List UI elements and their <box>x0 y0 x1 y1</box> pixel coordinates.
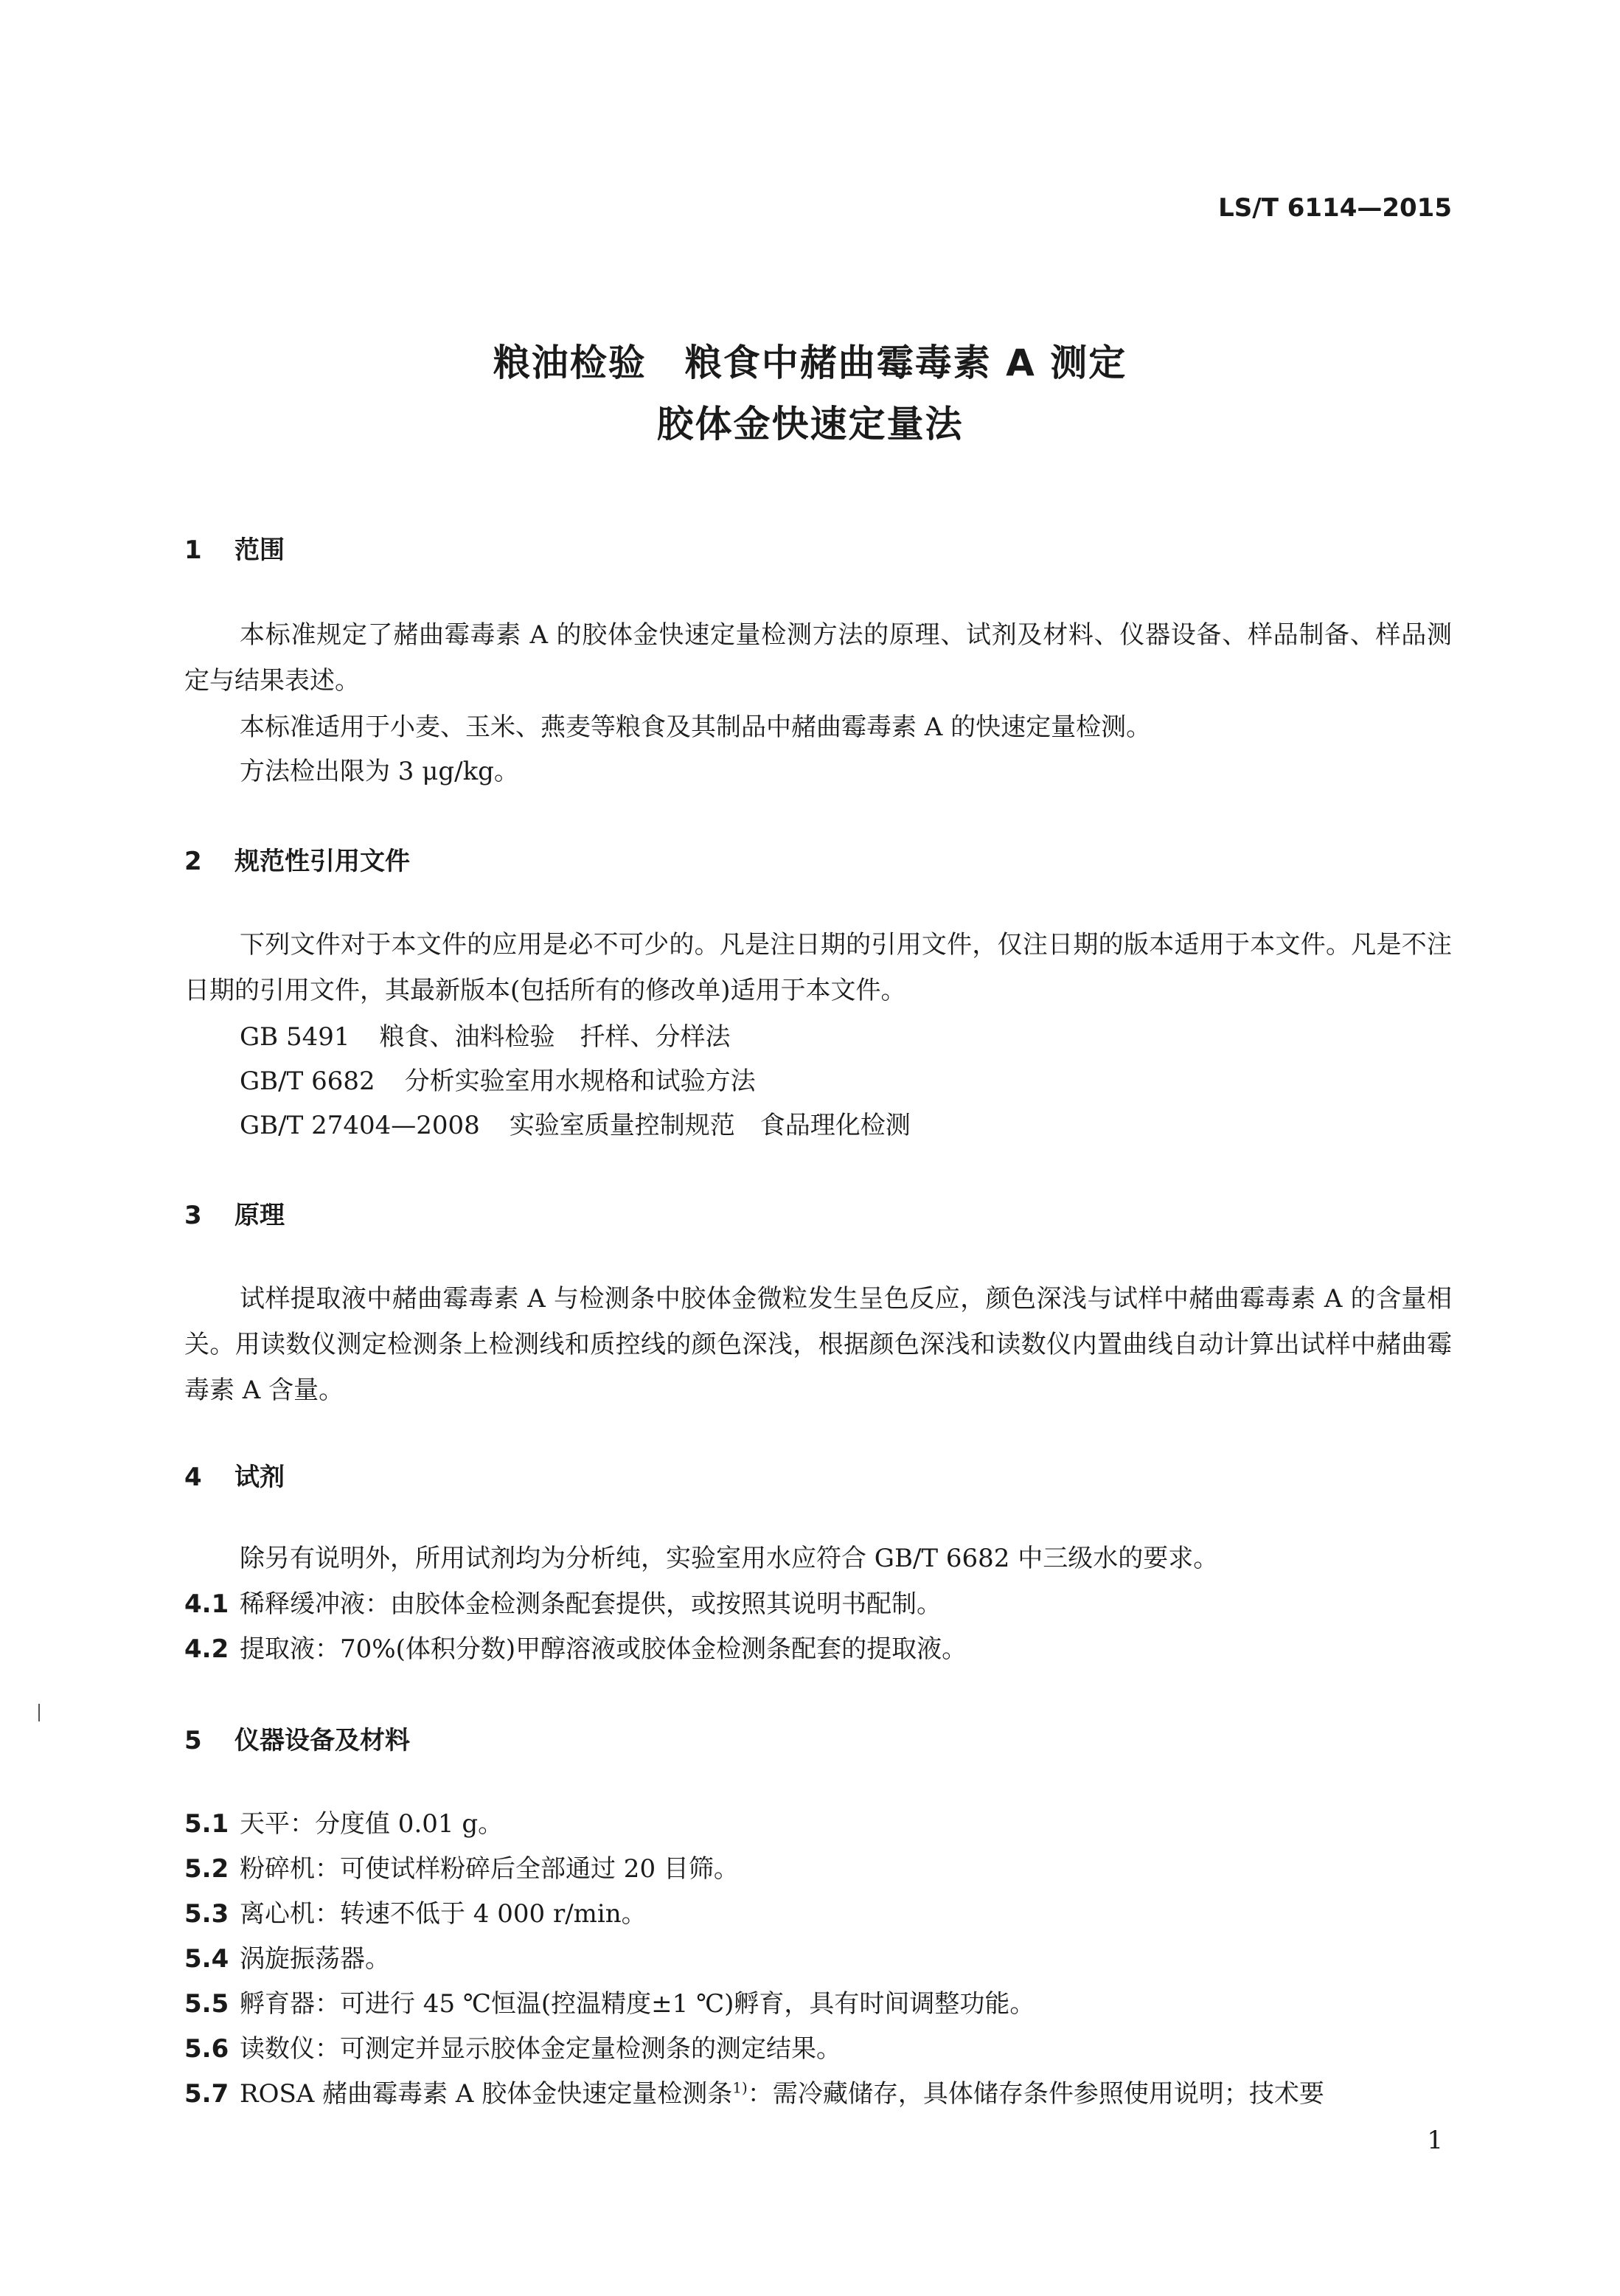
list-item <box>184 1803 503 1839</box>
item-number: 5.5 <box>184 1989 229 2019</box>
page-number: 1 <box>1427 2126 1443 2155</box>
section-title: 原理 <box>234 1201 285 1230</box>
section-2-paragraph-1: 下列文件对于本文件的应用是必不可少的。凡是注日期的引用文件，仅注日期的版本适用于本文件。凡是不注日期的引用文件，其最新版本(包括所有的修改单)适用于本文件。 <box>184 930 1452 1005</box>
item-text: 孵育器：可进行 45 ℃恒温(控温精度±1 ℃)孵育，具有时间调整功能。 <box>240 1989 1035 2019</box>
section-1-paragraph-2: 本标准适用于小麦、玉米、燕麦等粮食及其制品中赭曲霉毒素 A 的快速定量检测。 <box>240 712 1152 742</box>
item-number: 5.1 <box>184 1809 229 1839</box>
section-1-heading <box>184 530 285 566</box>
section-number: 4 <box>184 1463 202 1492</box>
list-item <box>184 2073 1324 2109</box>
reference-item <box>240 1061 756 1097</box>
footnote-marker: 1) <box>732 2078 748 2097</box>
item-text-continued: ：需冷藏储存，具体储存条件参照使用说明；技术要 <box>747 2079 1324 2109</box>
scan-mark <box>38 1704 40 1721</box>
section-5-heading <box>184 1720 410 1756</box>
item-number: 4.1 <box>184 1589 229 1619</box>
section-number: 3 <box>184 1201 202 1230</box>
reference-title: 实验室质量控制规范 食品理化检测 <box>509 1111 911 1140</box>
reference-title: 分析实验室用水规格和试验方法 <box>404 1067 756 1096</box>
title-line-1: 粮油检验 粮食中赭曲霉毒素 A 测定 <box>493 341 1127 384</box>
list-item <box>184 1983 1035 2019</box>
list-item <box>184 1629 967 1665</box>
section-number: 1 <box>184 535 202 565</box>
item-number: 5.7 <box>184 2079 229 2109</box>
item-text: 粉碎机：可使试样粉碎后全部通过 20 目筛。 <box>240 1854 739 1884</box>
section-title: 范围 <box>234 535 285 565</box>
section-number: 2 <box>184 847 202 876</box>
item-text: 涡旋振荡器。 <box>240 1944 390 1974</box>
item-number: 5.2 <box>184 1854 229 1884</box>
section-4-paragraph-1: 除另有说明外，所用试剂均为分析纯，实验室用水应符合 GB/T 6682 中三级水的要求。 <box>240 1544 1219 1573</box>
list-item <box>184 1584 942 1620</box>
item-text: 读数仪：可测定并显示胶体金定量检测条的测定结果。 <box>240 2034 841 2064</box>
item-number: 4.2 <box>184 1634 229 1664</box>
title-line-2: 胶体金快速定量法 <box>656 403 964 445</box>
list-item <box>184 2028 841 2064</box>
item-text: 提取液：70%(体积分数)甲醇溶液或胶体金检测条配套的提取液。 <box>240 1634 967 1664</box>
item-number: 5.3 <box>184 1899 229 1929</box>
reference-item <box>240 1016 730 1052</box>
item-text: 天平：分度值 0.01 g。 <box>240 1809 504 1839</box>
section-1-paragraph-1: 本标准规定了赭曲霉毒素 A 的胶体金快速定量检测方法的原理、试剂及材料、仪器设备、样品制备、样品测定与结果表述。 <box>184 620 1452 696</box>
item-text: ROSA 赭曲霉毒素 A 胶体金快速定量检测条 <box>240 2079 733 2109</box>
item-number: 5.4 <box>184 1944 229 1974</box>
reference-title: 粮食、油料检验 扦样、分样法 <box>379 1022 731 1052</box>
section-number: 5 <box>184 1726 202 1755</box>
reference-code: GB/T 27404—2008 <box>240 1111 480 1140</box>
section-1-paragraph-3: 方法检出限为 3 μg/kg。 <box>240 757 519 786</box>
standard-code: LS/T 6114—2015 <box>1218 193 1452 223</box>
section-title: 规范性引用文件 <box>234 847 410 876</box>
list-item <box>184 1848 739 1884</box>
section-title: 试剂 <box>234 1463 285 1492</box>
item-text: 稀释缓冲液：由胶体金检测条配套提供，或按照其说明书配制。 <box>240 1589 942 1619</box>
list-item <box>184 1893 647 1929</box>
section-4-heading <box>184 1457 285 1493</box>
section-3-heading <box>184 1195 285 1231</box>
section-title: 仪器设备及材料 <box>234 1726 410 1755</box>
section-2-heading <box>184 841 410 877</box>
reference-item <box>240 1105 911 1141</box>
item-number: 5.6 <box>184 2034 229 2064</box>
item-text: 离心机：转速不低于 4 000 r/min。 <box>240 1899 647 1929</box>
section-3-paragraph-1: 试样提取液中赭曲霉毒素 A 与检测条中胶体金微粒发生呈色反应，颜色深浅与试样中赭曲霉毒素 A 的含量相关。用读数仪测定检测条上检测线和质控线的颜色深浅，根据颜色深浅和读数仪内置曲线自动计算出试样中赭曲霉毒素 A 含量。 <box>184 1284 1452 1405</box>
reference-code: GB/T 6682 <box>240 1067 375 1096</box>
reference-code: GB 5491 <box>240 1022 350 1052</box>
list-item <box>184 1938 390 1974</box>
